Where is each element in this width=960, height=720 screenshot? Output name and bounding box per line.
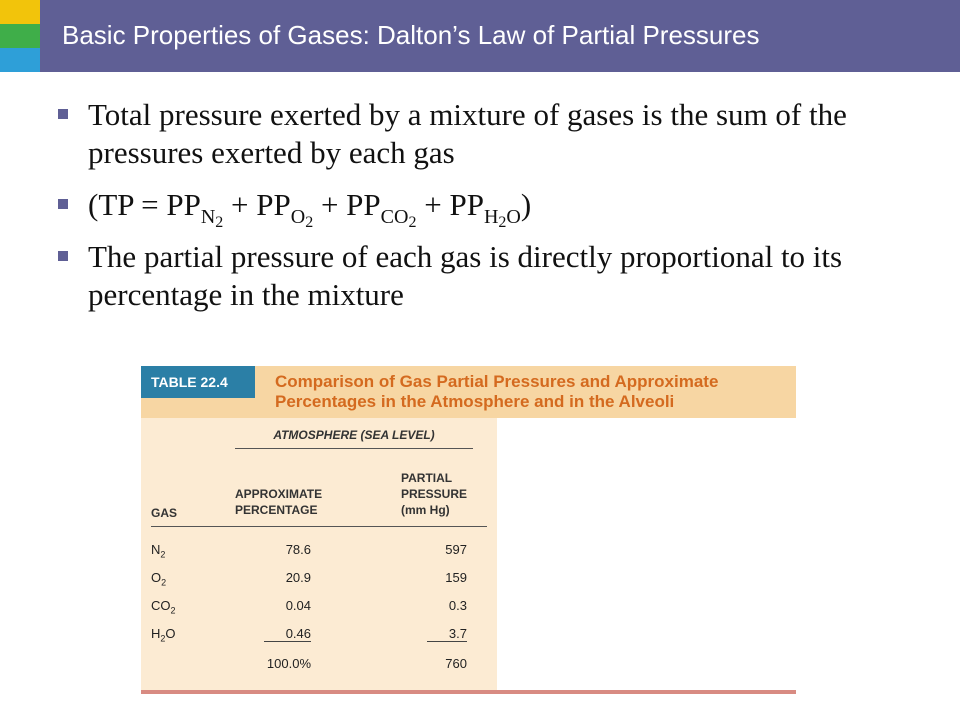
table-row — [151, 598, 491, 624]
gas-cell: $N_2$ — [151, 542, 166, 560]
accent-bar-yellow — [0, 0, 40, 24]
formula-co2: CO2 — [380, 206, 417, 231]
accent-bar-blue — [0, 48, 40, 72]
percentage-cell: 0.04 — [285, 598, 311, 613]
gas-cell: $O_2$ — [151, 570, 167, 588]
column-header-percentage: APPROXIMATE PERCENTAGE — [235, 487, 323, 517]
total-percentage: 100.0% — [266, 656, 311, 671]
table-row — [151, 542, 491, 568]
formula-close: ) — [520, 187, 532, 222]
title-bar — [40, 0, 960, 72]
bullet-formula — [58, 186, 918, 231]
formula-plus: + PP — [223, 187, 291, 222]
formula-n2: N2 — [200, 206, 224, 231]
group-header: ATMOSPHERE (SEA LEVEL) — [273, 428, 435, 442]
bullet-square-icon — [58, 109, 68, 119]
total-pressure: 760 — [445, 656, 467, 671]
table-label-box — [141, 366, 255, 398]
bullet-text: The partial pressure of each gas is directly proportional to its percentage in the mixture — [88, 239, 843, 312]
table-header — [141, 366, 796, 418]
accent-bar-green — [0, 24, 40, 48]
table-row — [151, 570, 491, 596]
table-total-row — [151, 656, 491, 682]
percentage-cell: 78.6 — [285, 542, 311, 557]
table-title-line2: Percentages in the Atmosphere and in the Alveoli — [275, 392, 675, 411]
gas-cell: $H_2O$ — [151, 626, 176, 644]
pressure-cell: 597 — [445, 542, 467, 557]
percentage-cell: 0.46 — [251, 626, 311, 641]
bullet-square-icon — [58, 251, 68, 261]
bullet-square-icon — [58, 199, 68, 209]
pressure-cell: 0.3 — [448, 598, 467, 613]
table-title-line1: Comparison of Gas Partial Pressures and Approximate — [275, 372, 719, 391]
table-title — [275, 372, 790, 412]
percentage-cell: 20.9 — [285, 570, 311, 585]
pressure-cell: 3.7 — [417, 626, 467, 641]
table-bottom-rule — [141, 690, 796, 694]
formula-plus: + PP — [416, 187, 484, 222]
bullet-text: Total pressure exerted by a mixture of gases is the sum of the pressures exerted by each gas — [88, 97, 847, 170]
table-row — [151, 626, 491, 652]
gas-cell: $CO_2$ — [151, 598, 176, 616]
formula-o2: O2 — [290, 206, 314, 231]
formula-open: (TP = PP — [88, 187, 201, 222]
bullet-total-pressure — [58, 96, 918, 172]
formula-h2o: H2O — [483, 206, 521, 231]
group-header-rule — [235, 448, 473, 449]
slide-title: Basic Properties of Gases: Dalton’s Law of Partial Pressures — [62, 20, 760, 50]
bullet-list — [58, 96, 918, 328]
pressure-cell: 159 — [445, 570, 467, 585]
table-figure — [141, 366, 796, 696]
column-header-partial-pressure: PARTIAL PRESSURE (mm Hg) — [401, 471, 468, 517]
header-rule — [151, 526, 487, 527]
bullet-partial-pressure — [58, 238, 918, 314]
table-label: TABLE 22.4 — [151, 374, 228, 390]
formula-plus: + PP — [313, 187, 381, 222]
column-header-gas: GAS — [151, 506, 178, 520]
